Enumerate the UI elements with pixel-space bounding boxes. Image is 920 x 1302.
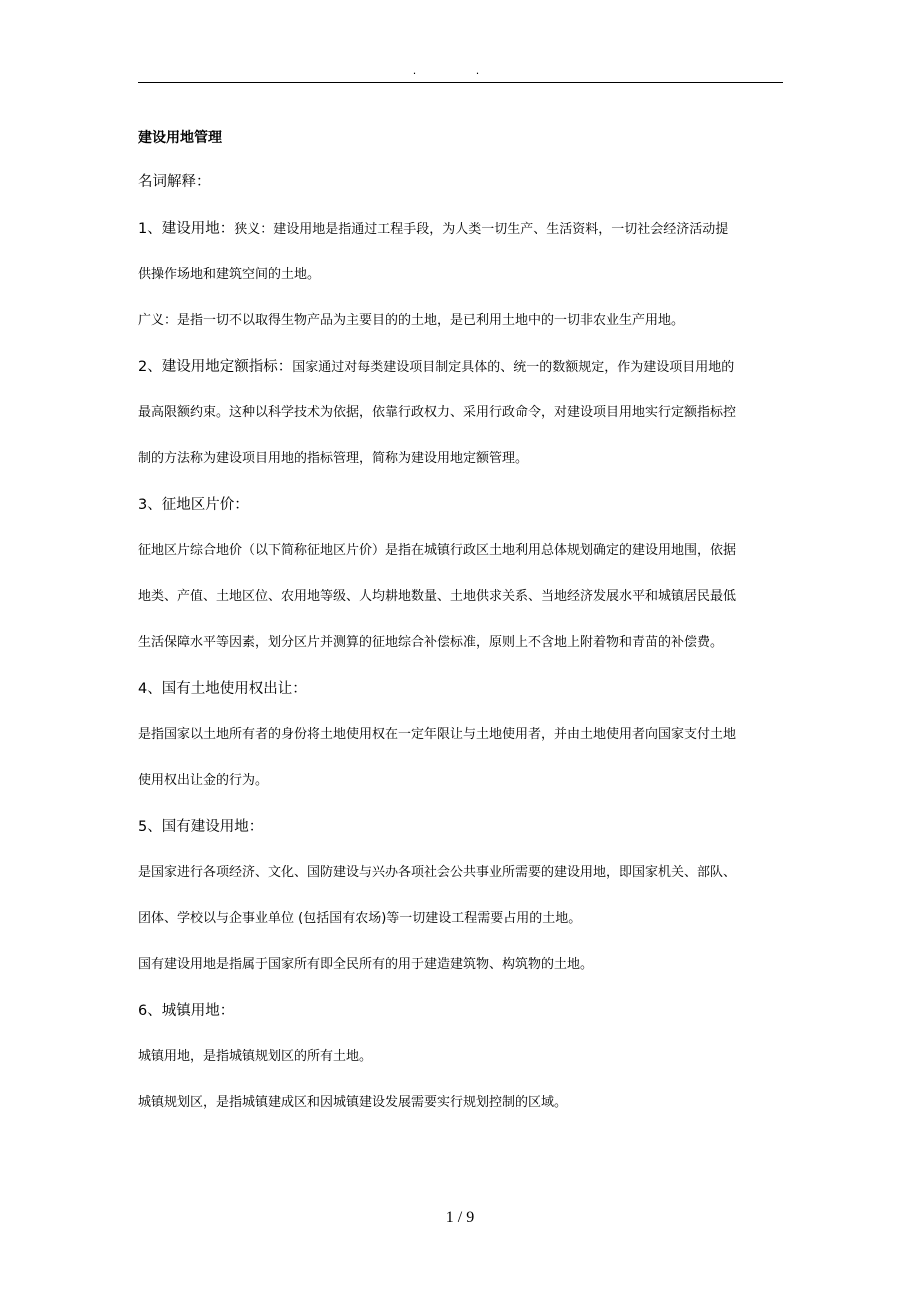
section-3 bbox=[138, 495, 786, 653]
section-1 bbox=[138, 219, 786, 331]
section-4 bbox=[138, 679, 786, 791]
section-6-heading: 6、城镇用地： bbox=[138, 1003, 235, 1019]
page-header-dots: . . bbox=[412, 64, 508, 77]
section-2-heading: 2、建设用地定额指标： bbox=[138, 359, 293, 375]
section-2-line-3: 制的方法称为建设项目用地的指标管理，简称为建设用地定额管理。 bbox=[138, 451, 529, 466]
document-title: 建设用地管理 bbox=[138, 130, 222, 146]
section-3-line-3: 生活保障水平等因素，划分区片并测算的征地综合补偿标准，原则上不含地上附着物和青苗的补偿费。 bbox=[138, 635, 724, 650]
intro-label: 名词解释： bbox=[138, 174, 211, 190]
section-4-line-2: 使用权出让金的行为。 bbox=[138, 773, 269, 788]
section-3-line-2: 地类、产值、土地区位、农用地等级、人均耕地数量、土地供求关系、当地经济发展水平和城镇居民最低 bbox=[138, 589, 737, 604]
section-4-heading: 4、国有土地使用权出让： bbox=[138, 681, 307, 697]
section-3-heading: 3、征地区片价： bbox=[138, 497, 249, 513]
section-1-heading: 1、建设用地： bbox=[138, 221, 235, 237]
section-5 bbox=[138, 817, 786, 975]
section-2 bbox=[138, 357, 786, 469]
section-5-line-1: 是国家进行各项经济、文化、国防建设与兴办各项社会公共事业所需要的建设用地，即国家机关、部队、 bbox=[138, 865, 737, 880]
section-4-line-1: 是指国家以土地所有者的身份将土地使用权在一定年限让与土地使用者，并由土地使用者向国家支付土地 bbox=[138, 727, 737, 742]
section-6 bbox=[138, 1001, 786, 1113]
section-1-line-2: 供操作场地和建筑空间的土地。 bbox=[138, 267, 321, 282]
section-5-heading: 5、国有建设用地： bbox=[138, 819, 264, 835]
header-rule bbox=[138, 82, 783, 83]
section-6-line-1: 城镇用地，是指城镇规划区的所有土地。 bbox=[138, 1049, 373, 1064]
page-number: 1 / 9 bbox=[445, 1209, 475, 1226]
section-2-line-2: 最高限额约束。这种以科学技术为依据，依靠行政权力、采用行政命令，对建设项目用地实行定额指标控 bbox=[138, 405, 737, 420]
section-2-line-1: 2、建设用地定额指标：国家通过对每类建设项目制定具体的、统一的数额规定，作为建设项目用地的 bbox=[138, 359, 735, 375]
section-6-extra: 城镇规划区，是指城镇建成区和因城镇建设发展需要实行规划控制的区域。 bbox=[138, 1095, 568, 1110]
section-5-extra: 国有建设用地是指属于国家所有即全民所有的用于建造建筑物、构筑物的土地。 bbox=[138, 957, 594, 972]
document-body bbox=[138, 118, 786, 1113]
section-1-line-1: 1、建设用地：狭义：建设用地是指通过工程手段，为人类一切生产、生活资料，一切社会经济活动提 bbox=[138, 221, 729, 237]
section-5-line-2: 团体、学校以与企事业单位 (包括国有农场)等一切建设工程需要占用的土地。 bbox=[138, 911, 582, 926]
section-1-broad-definition: 广义：是指一切不以取得生物产品为主要目的的土地，是已利用土地中的一切非农业生产用地。 bbox=[138, 313, 685, 328]
section-3-line-1: 征地区片综合地价（以下简称征地区片价）是指在城镇行政区土地利用总体规划确定的建设用地围，依据 bbox=[138, 543, 737, 558]
